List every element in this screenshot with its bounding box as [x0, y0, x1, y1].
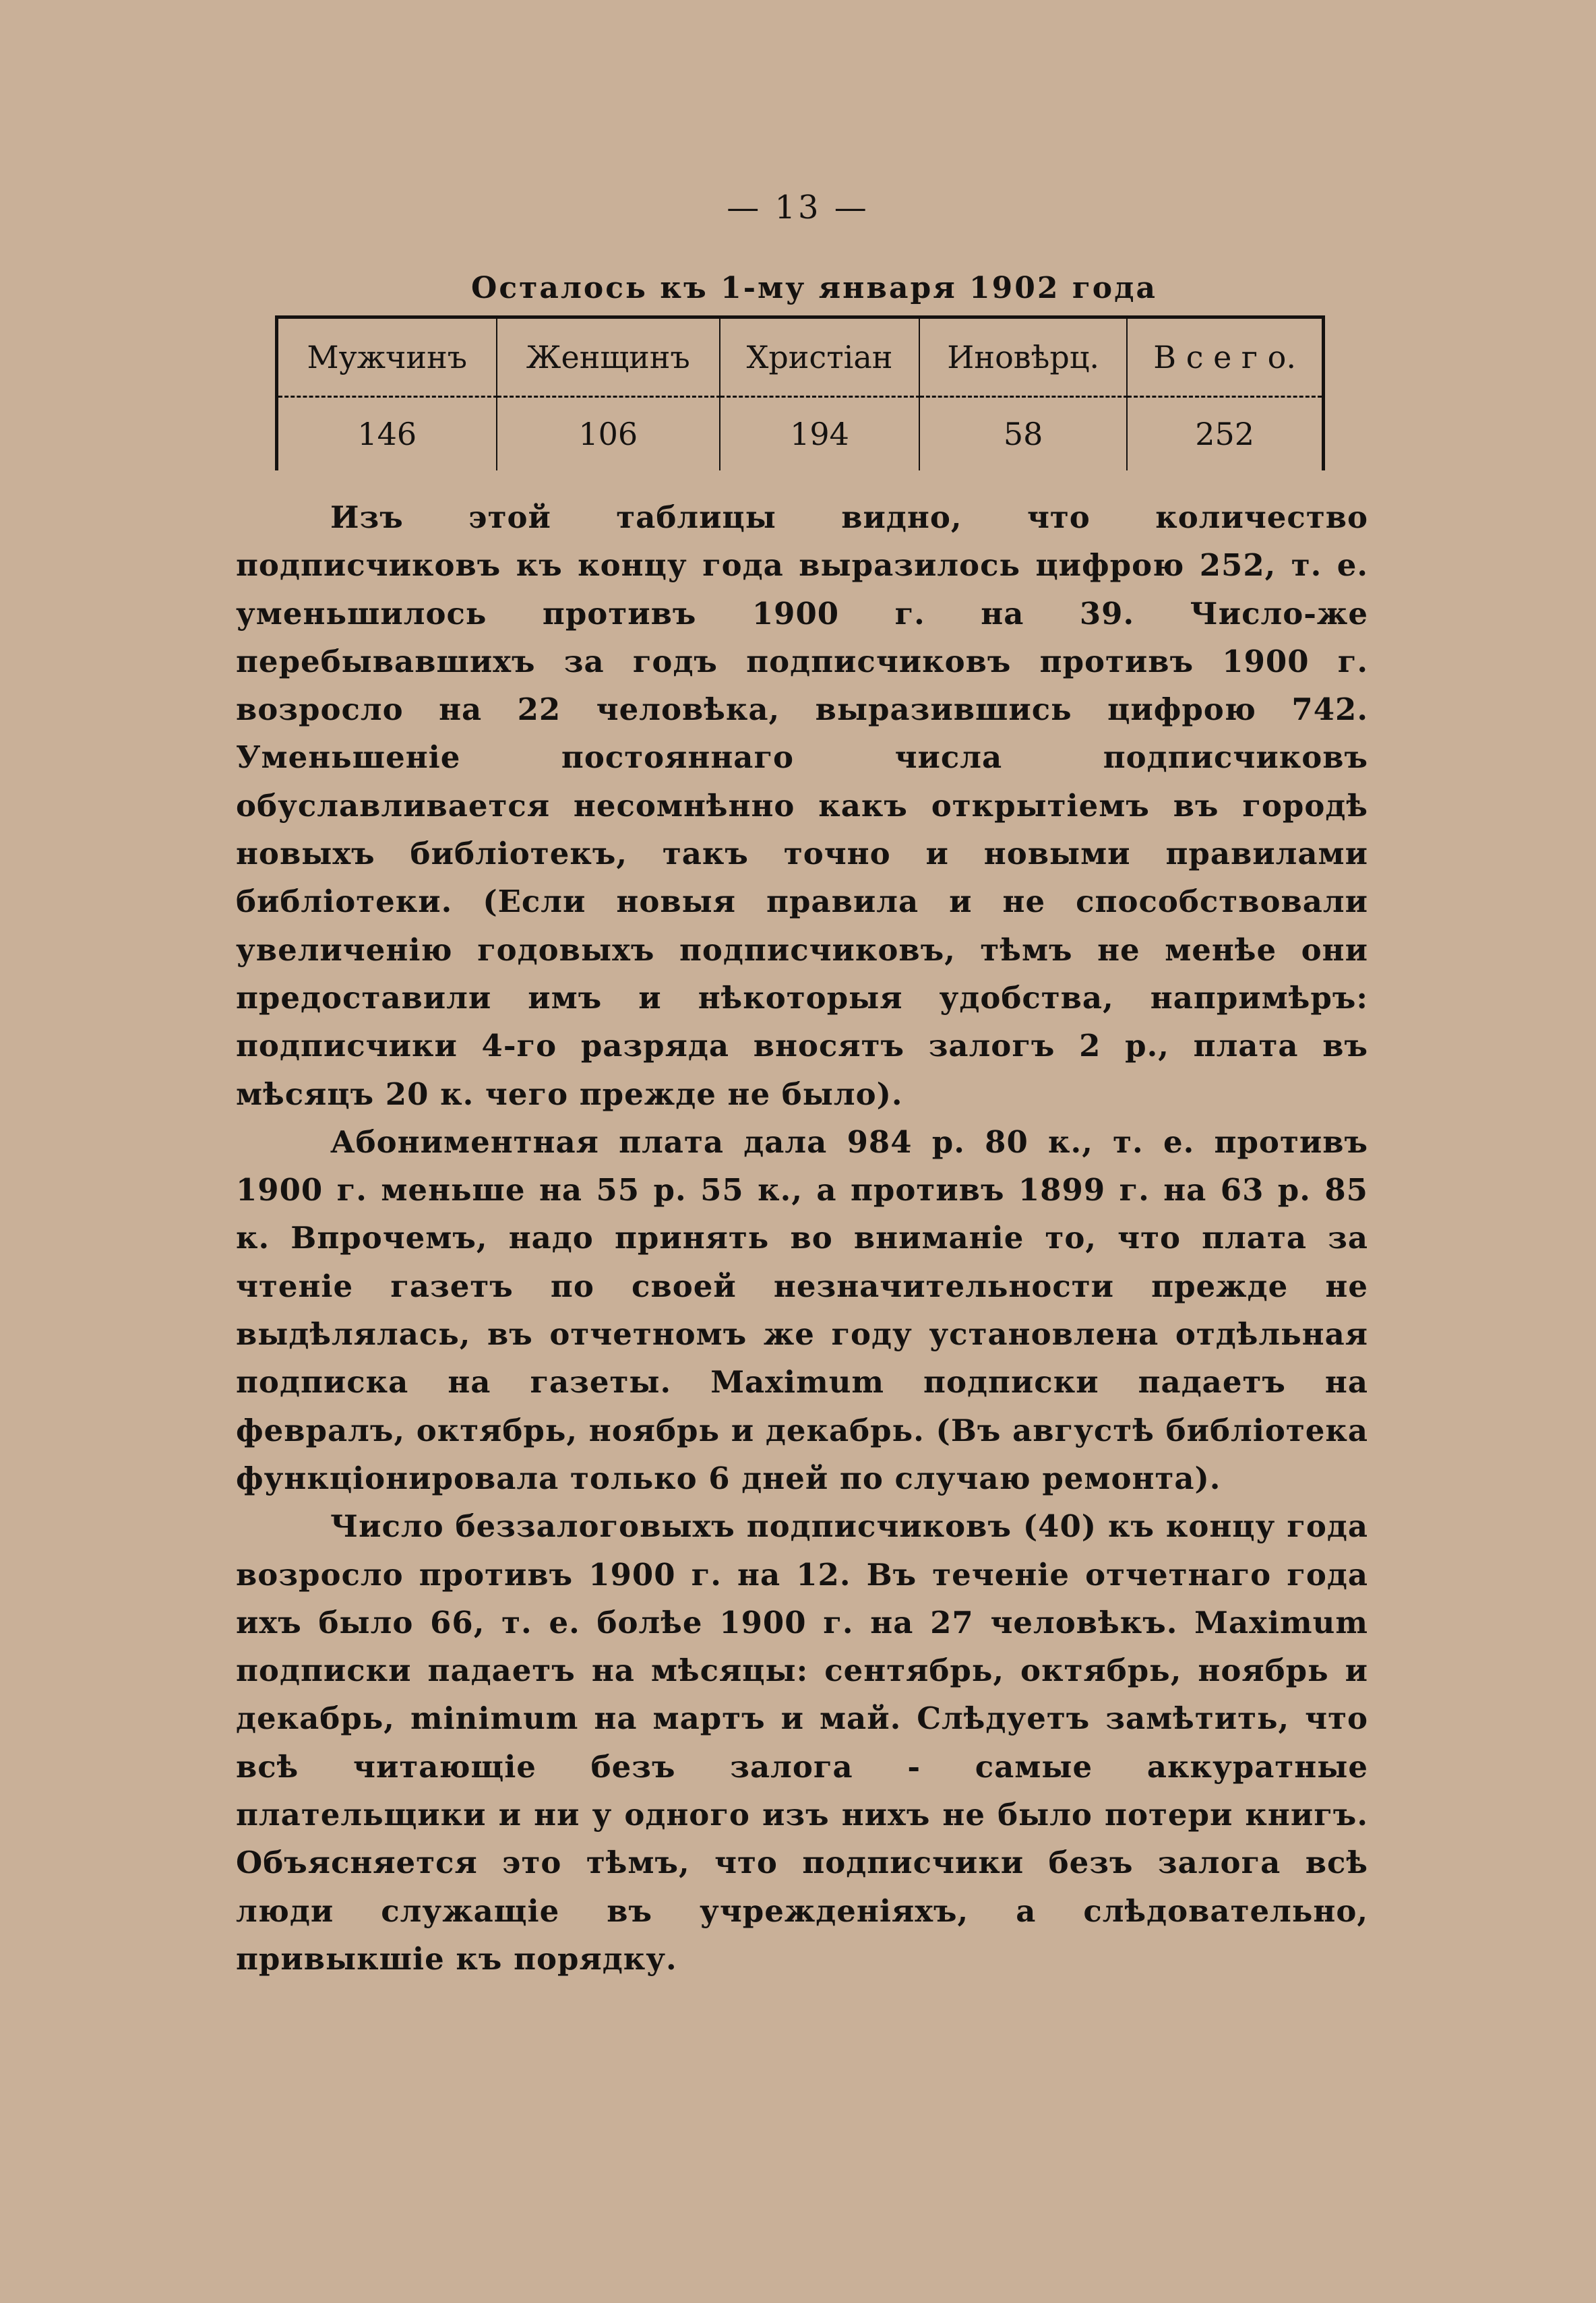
cell-christians: 194	[720, 397, 919, 471]
cell-men: 146	[357, 416, 417, 452]
paragraph: Абониментная плата дала 984 р. 80 к., т. е. противъ 1900 г. меньше на 55 р. 55 к., а противъ 1899 г. на 63 р. 85 к. Впрочемъ, надо принять во вниманіе то, что плата за чтеніе газетъ по своей незначительности прежде не выдѣлялась, въ отчетномъ же году установлена отдѣльная подписка на газеты. Maximum подписки падаетъ на февралъ, октябрь, ноябрь и декабрь. (Въ августѣ библіотека функціонировала только 6 дней по случаю ремонта).	[236, 1124, 1368, 1496]
header-men: Мужчинъ	[277, 317, 497, 397]
header-other-faiths: Иновѣрц.	[919, 317, 1127, 397]
header-total: В с е г о.	[1127, 317, 1323, 397]
table-title: Осталось къ 1-му января 1902 года	[471, 271, 1157, 305]
page-number: — 13 —	[727, 189, 869, 226]
cell-women: 106	[497, 397, 720, 471]
body-text	[236, 493, 1368, 1983]
header-christians: Христіан	[720, 317, 919, 397]
paragraph: Число беззалоговыхъ подписчиковъ (40) къ концу года возросло противъ 1900 г. на 12. Въ теченіе отчетнаго года ихъ было 66, т. е. болѣе 1900 г. на 27 человѣкъ. Maximum подписки падаетъ на мѣсяцы: сентябрь, октябрь, ноябрь и декабрь, minimum на мартъ и май. Слѣдуетъ замѣтить, что всѣ читающіе безъ залога - самые аккуратные плательщики и ни у одного изъ нихъ не было потери книгъ. Объясняется это тѣмъ, что подписчики безъ залога всѣ люди служащіе въ учрежденіяхъ, а слѣдовательно, привыкшіе къ порядку.	[236, 1508, 1368, 1977]
cell-total: 252	[1127, 397, 1323, 471]
table-row	[277, 397, 1324, 471]
table-header-row	[277, 317, 1324, 397]
statistics-table	[275, 315, 1325, 470]
cell-other-faiths: 58	[919, 397, 1127, 471]
header-women: Женщинъ	[497, 317, 720, 397]
paragraph: Изъ этой таблицы видно, что количество подписчиковъ къ концу года выразилось цифрою 252, т. е. уменьшилось противъ 1900 г. на 39. Число-же перебывавшихъ за годъ подписчиковъ противъ 1900 г. возросло на 22 человѣка, выразившись цифрою 742. Уменьшеніе постояннаго числа подписчиковъ обуславливается несомнѣнно какъ открытіемъ въ городѣ новыхъ библіотекъ, такъ точно и новыми правилами библіотеки. (Если новыя правила и не способствовали увеличенію годовыхъ подписчиковъ, тѣмъ не менѣе они предоставили имъ и нѣкоторыя удобства, напримѣръ: подписчики 4-го разряда вносятъ залогъ 2 р., плата въ мѣсяцъ 20 к. чего прежде не было).	[236, 499, 1368, 1112]
